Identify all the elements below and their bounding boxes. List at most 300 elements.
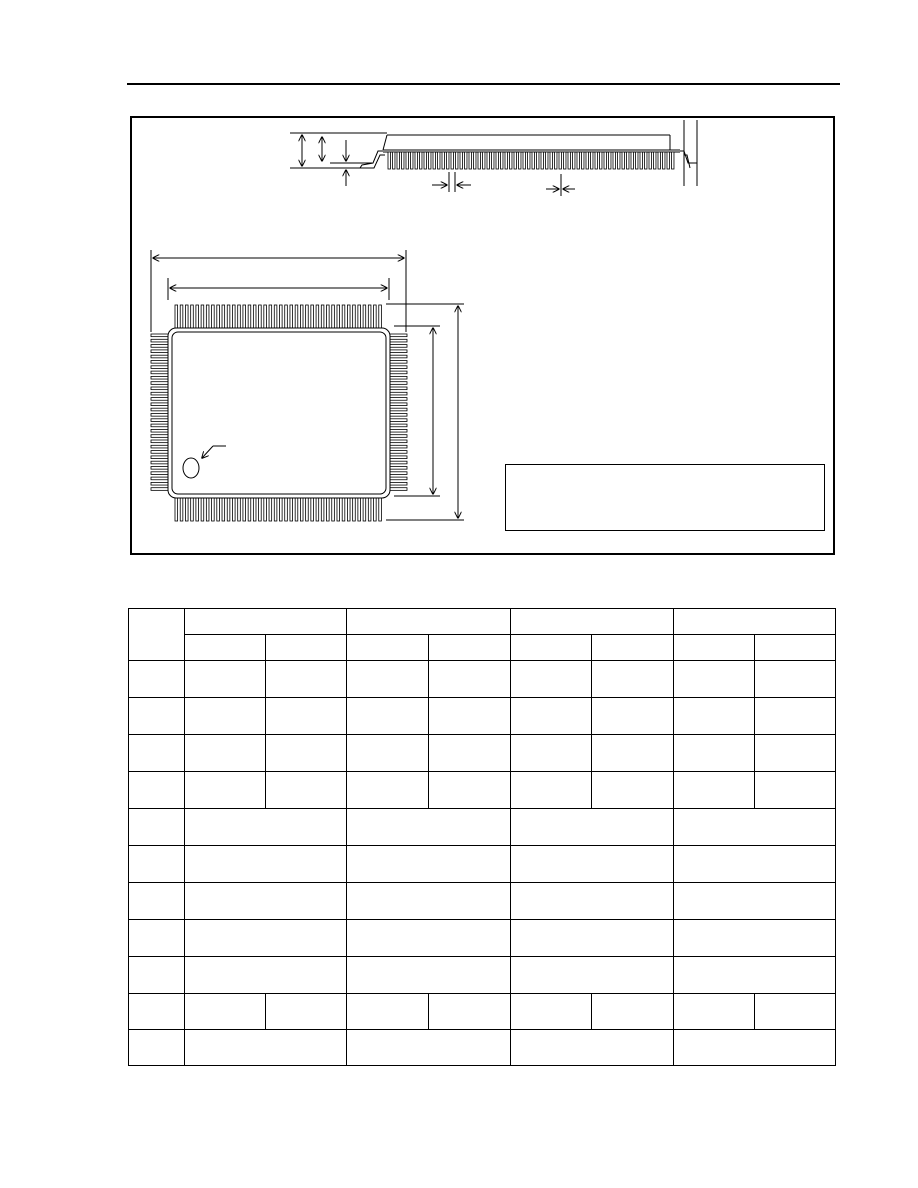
- side-lead: [532, 152, 534, 169]
- table-group-header: [674, 609, 836, 635]
- package-body-outer: [168, 328, 390, 498]
- side-lead: [492, 152, 494, 169]
- side-lead: [424, 152, 426, 169]
- table-cell: [185, 661, 266, 698]
- top-lead: [248, 305, 251, 329]
- right-lead: [389, 376, 407, 379]
- right-lead: [389, 382, 407, 385]
- table-cell: [185, 883, 347, 920]
- table-cell: [674, 846, 836, 883]
- bottom-lead: [300, 497, 303, 521]
- top-lead: [185, 305, 188, 329]
- left-lead: [151, 467, 169, 470]
- table-cell: [347, 957, 511, 994]
- table-cell: [347, 698, 429, 735]
- table-row: [129, 661, 836, 698]
- table-cell: [347, 735, 429, 772]
- side-lead: [438, 152, 440, 169]
- right-lead: [389, 387, 407, 390]
- right-lead: [389, 429, 407, 432]
- bottom-lead: [227, 497, 230, 521]
- table-cell: [185, 735, 266, 772]
- top-lead: [311, 305, 314, 329]
- bottom-lead: [358, 497, 361, 521]
- table-cell: [674, 883, 836, 920]
- bottom-lead: [238, 497, 241, 521]
- bottom-lead: [259, 497, 262, 521]
- side-lead: [420, 152, 422, 169]
- top-lead: [269, 305, 272, 329]
- side-lead: [582, 152, 584, 169]
- top-lead: [274, 305, 277, 329]
- right-lead: [389, 477, 407, 480]
- table-cell: [592, 772, 674, 809]
- side-lead: [388, 152, 390, 169]
- bottom-lead: [311, 497, 314, 521]
- table-cell: [755, 735, 836, 772]
- table-cell: [511, 883, 674, 920]
- top-lead: [222, 305, 225, 329]
- bottom-lead: [363, 497, 366, 521]
- side-lead-comb: [388, 152, 674, 169]
- table-cell: [592, 735, 674, 772]
- table-row: [129, 609, 836, 635]
- table-cell: [674, 661, 755, 698]
- table-cell: [674, 772, 755, 809]
- top-lead: [358, 305, 361, 329]
- right-lead: [389, 467, 407, 470]
- side-lead: [541, 152, 543, 169]
- table-cell: [511, 994, 592, 1030]
- side-lead: [667, 152, 669, 169]
- table-cell: [266, 698, 347, 735]
- bottom-lead: [243, 497, 246, 521]
- bottom-lead: [222, 497, 225, 521]
- left-lead: [151, 382, 169, 385]
- table-subheader: [755, 635, 836, 661]
- left-lead: [151, 424, 169, 427]
- bottom-lead: [232, 497, 235, 521]
- side-lead: [645, 152, 647, 169]
- left-lead: [151, 361, 169, 364]
- side-lead: [636, 152, 638, 169]
- table-cell: [266, 994, 347, 1030]
- side-lead: [550, 152, 552, 169]
- side-right-lead: [680, 151, 697, 168]
- top-lead: [342, 305, 345, 329]
- table-group-header: [511, 609, 674, 635]
- table-cell: [511, 735, 592, 772]
- right-lead: [389, 482, 407, 485]
- bottom-lead: [175, 497, 178, 521]
- bottom-lead: [264, 497, 267, 521]
- bottom-lead: [217, 497, 220, 521]
- right-lead: [389, 488, 407, 491]
- bottom-lead: [274, 497, 277, 521]
- side-lead: [618, 152, 620, 169]
- table-cell: [674, 735, 755, 772]
- top-view: [151, 250, 464, 521]
- table-row-label: [129, 1030, 185, 1066]
- top-lead: [290, 305, 293, 329]
- bottom-lead: [248, 497, 251, 521]
- side-lead: [514, 152, 516, 169]
- top-lead: [238, 305, 241, 329]
- side-lead: [573, 152, 575, 169]
- bottom-lead: [332, 497, 335, 521]
- top-lead: [337, 305, 340, 329]
- left-lead: [151, 440, 169, 443]
- table-cell: [511, 698, 592, 735]
- right-lead: [389, 339, 407, 342]
- table-cell: [185, 846, 347, 883]
- top-lead: [180, 305, 183, 329]
- top-lead: [196, 305, 199, 329]
- side-lead: [442, 152, 444, 169]
- side-lead: [595, 152, 597, 169]
- table-cell: [429, 661, 511, 698]
- table-cell: [185, 809, 347, 846]
- right-lead: [389, 355, 407, 358]
- table-cell: [592, 661, 674, 698]
- table-cell: [511, 920, 674, 957]
- table-subheader: [592, 635, 674, 661]
- side-lead: [613, 152, 615, 169]
- left-lead: [151, 403, 169, 406]
- top-lead: [175, 305, 178, 329]
- left-lead: [151, 456, 169, 459]
- right-lead: [389, 461, 407, 464]
- left-lead: [151, 339, 169, 342]
- right-lead: [389, 345, 407, 348]
- side-lead: [415, 152, 417, 169]
- side-lead: [528, 152, 530, 169]
- bottom-lead: [347, 497, 350, 521]
- table-cell: [347, 846, 511, 883]
- top-lead: [306, 305, 309, 329]
- top-lead: [295, 305, 298, 329]
- side-lead: [523, 152, 525, 169]
- top-lead: [300, 305, 303, 329]
- bottom-lead: [185, 497, 188, 521]
- table-header-corner: [129, 609, 185, 661]
- side-lead: [658, 152, 660, 169]
- table-cell: [592, 994, 674, 1030]
- table-cell: [347, 772, 429, 809]
- right-lead: [389, 408, 407, 411]
- table-cell: [511, 772, 592, 809]
- top-lead: [206, 305, 209, 329]
- bottom-lead: [295, 497, 298, 521]
- right-lead: [389, 451, 407, 454]
- table-cell: [511, 809, 674, 846]
- table-cell: [185, 698, 266, 735]
- table-row-label: [129, 772, 185, 809]
- side-lead: [546, 152, 548, 169]
- right-lead: [389, 414, 407, 417]
- top-lead: [316, 305, 319, 329]
- table-row: [129, 772, 836, 809]
- side-lead: [577, 152, 579, 169]
- left-lead: [151, 366, 169, 369]
- right-lead: [389, 392, 407, 395]
- table-cell: [266, 772, 347, 809]
- table-cell: [185, 772, 266, 809]
- side-lead: [591, 152, 593, 169]
- table-cell: [429, 994, 511, 1030]
- top-lead-row: [175, 305, 381, 329]
- table-cell: [185, 1030, 347, 1066]
- side-lead: [600, 152, 602, 169]
- side-lead: [406, 152, 408, 169]
- top-lead: [332, 305, 335, 329]
- top-lead: [227, 305, 230, 329]
- right-lead: [389, 366, 407, 369]
- table-cell: [347, 920, 511, 957]
- bottom-lead: [285, 497, 288, 521]
- top-lead: [374, 305, 377, 329]
- right-lead: [389, 361, 407, 364]
- table-cell: [266, 735, 347, 772]
- table-subheader: [185, 635, 266, 661]
- left-lead: [151, 461, 169, 464]
- side-lead: [609, 152, 611, 169]
- left-lead-column: [151, 334, 169, 490]
- side-left-lead: [360, 151, 385, 168]
- bottom-lead: [353, 497, 356, 521]
- table-row-label: [129, 957, 185, 994]
- table-cell: [511, 846, 674, 883]
- left-lead: [151, 472, 169, 475]
- side-lead: [397, 152, 399, 169]
- right-lead: [389, 435, 407, 438]
- left-lead: [151, 350, 169, 353]
- right-lead: [389, 403, 407, 406]
- bottom-lead: [191, 497, 194, 521]
- table-cell: [429, 698, 511, 735]
- left-lead: [151, 392, 169, 395]
- bottom-lead: [374, 497, 377, 521]
- bottom-lead: [290, 497, 293, 521]
- left-lead: [151, 345, 169, 348]
- side-lead: [663, 152, 665, 169]
- side-lead: [555, 152, 557, 169]
- table-cell: [755, 994, 836, 1030]
- table-cell: [185, 957, 347, 994]
- right-lead: [389, 334, 407, 337]
- left-lead: [151, 376, 169, 379]
- side-lead: [465, 152, 467, 169]
- bottom-lead: [196, 497, 199, 521]
- side-lead: [568, 152, 570, 169]
- bottom-lead: [306, 497, 309, 521]
- left-lead: [151, 387, 169, 390]
- side-lead: [640, 152, 642, 169]
- side-lead: [604, 152, 606, 169]
- bottom-lead: [201, 497, 204, 521]
- side-lead: [483, 152, 485, 169]
- side-lead: [654, 152, 656, 169]
- table-cell: [347, 809, 511, 846]
- side-lead: [447, 152, 449, 169]
- top-lead: [201, 305, 204, 329]
- right-lead: [389, 419, 407, 422]
- table-subheader: [674, 635, 755, 661]
- left-lead: [151, 435, 169, 438]
- side-lead: [564, 152, 566, 169]
- table-cell: [755, 698, 836, 735]
- right-lead: [389, 350, 407, 353]
- left-lead: [151, 398, 169, 401]
- top-lead: [347, 305, 350, 329]
- table-cell: [266, 661, 347, 698]
- table-row: [129, 957, 836, 994]
- table-subheader: [347, 635, 429, 661]
- top-lead: [321, 305, 324, 329]
- table-cell: [674, 698, 755, 735]
- left-lead: [151, 371, 169, 374]
- table-cell: [347, 661, 429, 698]
- table-cell: [347, 1030, 511, 1066]
- side-lead: [537, 152, 539, 169]
- left-lead: [151, 419, 169, 422]
- table-row: [129, 994, 836, 1030]
- side-lead: [487, 152, 489, 169]
- left-lead: [151, 414, 169, 417]
- side-lead: [411, 152, 413, 169]
- table-row-label: [129, 994, 185, 1030]
- table-row: [129, 883, 836, 920]
- side-lead: [672, 152, 674, 169]
- right-lead: [389, 371, 407, 374]
- top-lead: [243, 305, 246, 329]
- bottom-lead: [379, 497, 382, 521]
- left-lead: [151, 477, 169, 480]
- table-cell: [511, 1030, 674, 1066]
- table-cell: [674, 809, 836, 846]
- side-lead: [510, 152, 512, 169]
- top-lead: [232, 305, 235, 329]
- right-lead: [389, 456, 407, 459]
- right-lead: [389, 440, 407, 443]
- table-row: [129, 698, 836, 735]
- side-lead: [393, 152, 395, 169]
- side-lead: [627, 152, 629, 169]
- side-lead: [451, 152, 453, 169]
- table-subheader: [511, 635, 592, 661]
- table-cell: [755, 661, 836, 698]
- bottom-lead: [253, 497, 256, 521]
- side-lead: [460, 152, 462, 169]
- side-lead: [631, 152, 633, 169]
- table-group-header: [347, 609, 511, 635]
- bottom-lead: [269, 497, 272, 521]
- bottom-lead: [280, 497, 283, 521]
- top-lead: [285, 305, 288, 329]
- table-cell: [674, 957, 836, 994]
- right-lead: [389, 472, 407, 475]
- left-lead: [151, 408, 169, 411]
- table-row-label: [129, 920, 185, 957]
- left-lead: [151, 334, 169, 337]
- top-lead: [379, 305, 382, 329]
- table-cell: [592, 698, 674, 735]
- side-lead: [433, 152, 435, 169]
- left-lead: [151, 445, 169, 448]
- table-cell: [511, 661, 592, 698]
- top-lead: [259, 305, 262, 329]
- side-lead: [559, 152, 561, 169]
- top-lead: [280, 305, 283, 329]
- table-cell: [429, 772, 511, 809]
- bottom-lead: [368, 497, 371, 521]
- table-subheader: [429, 635, 511, 661]
- table-row-label: [129, 661, 185, 698]
- top-lead: [212, 305, 215, 329]
- table-row-label: [129, 809, 185, 846]
- left-lead: [151, 482, 169, 485]
- top-lead: [191, 305, 194, 329]
- side-lead: [469, 152, 471, 169]
- side-lead: [519, 152, 521, 169]
- table-cell: [347, 994, 429, 1030]
- note-box: [505, 464, 825, 531]
- left-lead: [151, 355, 169, 358]
- table-cell: [674, 994, 755, 1030]
- side-lead: [402, 152, 404, 169]
- bottom-lead: [316, 497, 319, 521]
- top-lead: [253, 305, 256, 329]
- top-lead: [363, 305, 366, 329]
- table-row: [129, 1030, 836, 1066]
- table-row: [129, 846, 836, 883]
- right-lead: [389, 445, 407, 448]
- table-row: [129, 735, 836, 772]
- top-lead: [353, 305, 356, 329]
- table-row-label: [129, 883, 185, 920]
- table-cell: [674, 1030, 836, 1066]
- side-view: [290, 120, 697, 196]
- right-lead-column: [389, 334, 407, 490]
- side-body-left: [383, 135, 387, 150]
- table-cell: [674, 920, 836, 957]
- side-lead: [501, 152, 503, 169]
- left-lead: [151, 429, 169, 432]
- table-subheader: [266, 635, 347, 661]
- top-lead: [264, 305, 267, 329]
- side-lead: [649, 152, 651, 169]
- table-row-label: [129, 698, 185, 735]
- table-cell: [755, 772, 836, 809]
- side-lead: [622, 152, 624, 169]
- side-lead: [496, 152, 498, 169]
- dimension-table: [128, 608, 836, 1066]
- bottom-lead: [206, 497, 209, 521]
- right-lead: [389, 398, 407, 401]
- bottom-lead: [327, 497, 330, 521]
- bottom-lead: [342, 497, 345, 521]
- table-cell: [347, 883, 511, 920]
- bottom-lead: [180, 497, 183, 521]
- left-lead: [151, 488, 169, 491]
- table-row: [129, 809, 836, 846]
- table-cell: [429, 735, 511, 772]
- table-cell: [185, 994, 266, 1030]
- bottom-lead: [212, 497, 215, 521]
- left-lead: [151, 451, 169, 454]
- bottom-lead: [337, 497, 340, 521]
- table-group-header: [185, 609, 347, 635]
